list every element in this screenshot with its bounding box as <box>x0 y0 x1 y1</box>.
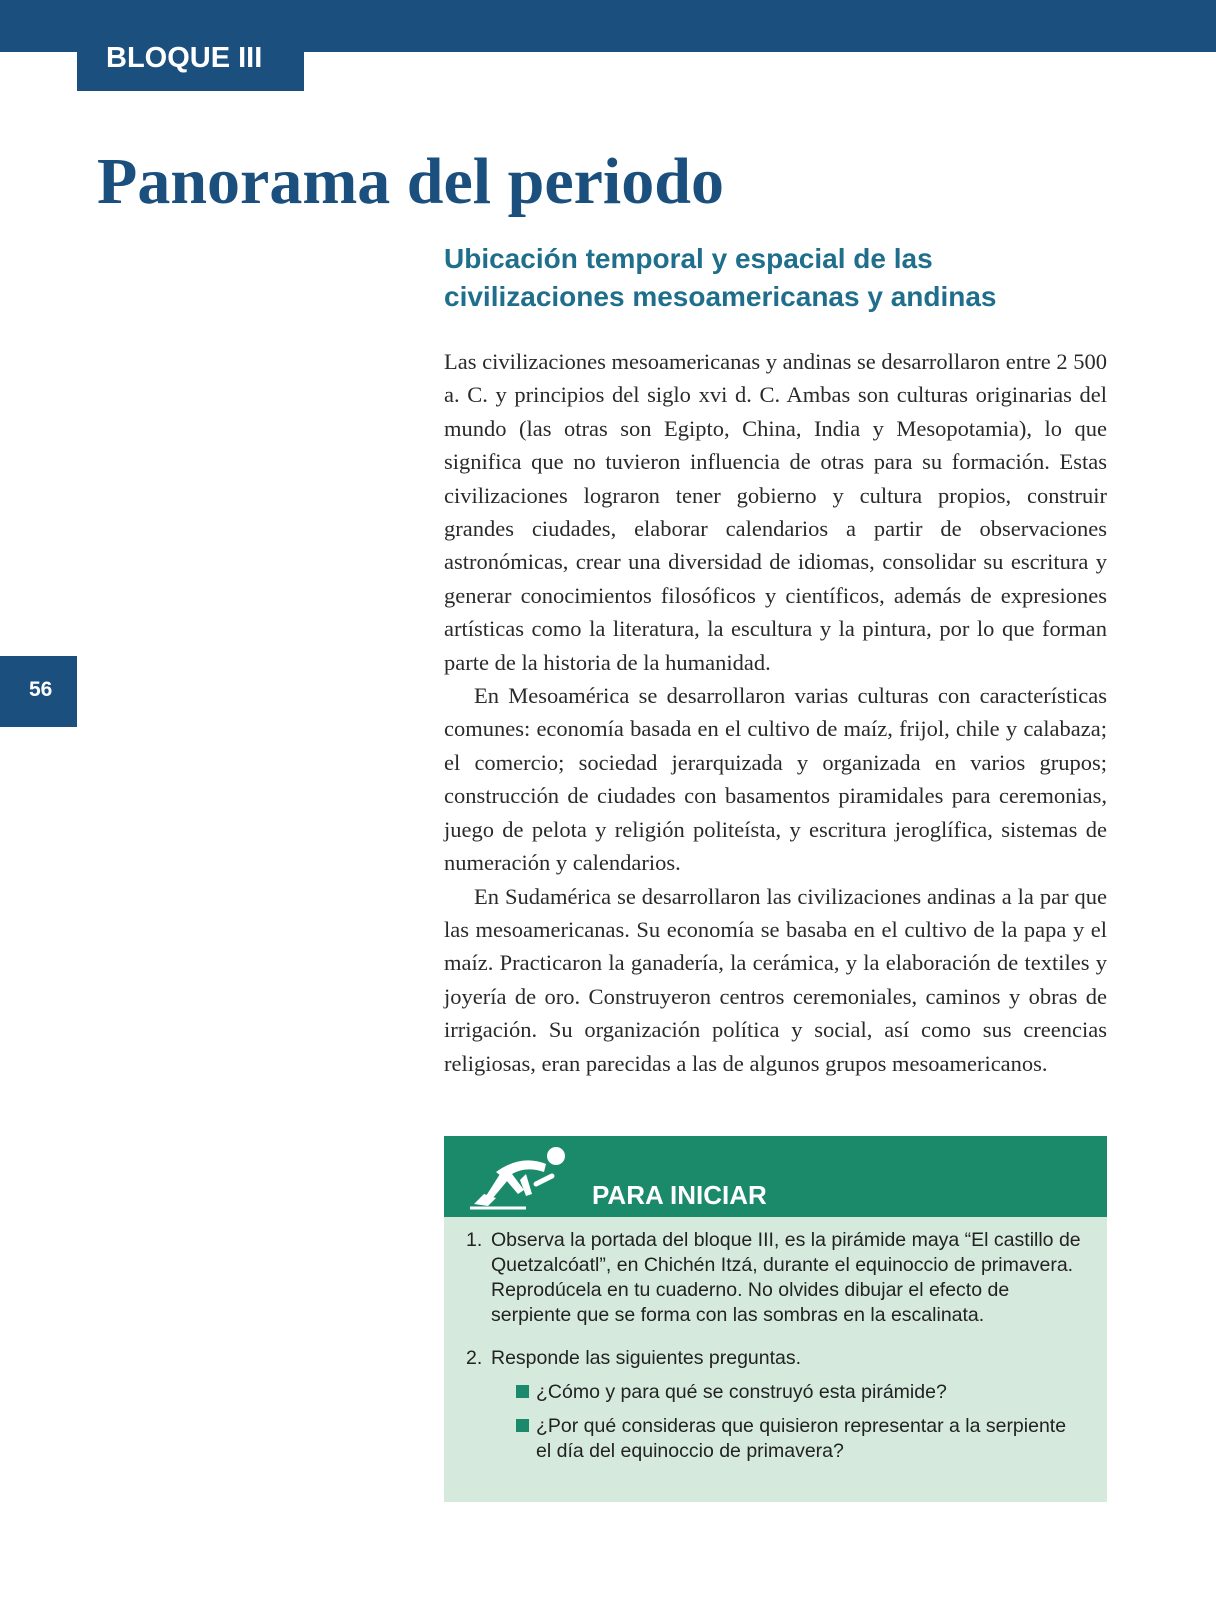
square-bullet-icon <box>516 1385 529 1398</box>
activity-item-1 <box>466 1228 1086 1328</box>
page-number: 56 <box>0 656 77 727</box>
activity-text: Responde las siguientes preguntas. <box>491 1347 802 1369</box>
question-bullet <box>491 1380 1086 1405</box>
paragraph-2: En Mesoamérica se desarrollaron varias culturas con características comunes: economía basada en el cultivo de maíz, frijol, chile y calabaza; el comercio; sociedad jerarquizada y organizada en varios grupos; construcción de ciudades con basamentos piramidales para ceremonias, juego de pelota y religión politeísta, y escritura jeroglífica, sistemas de numeración y calendarios. <box>444 683 1107 876</box>
section-heading-line-1: Ubicación temporal y espacial de las <box>444 243 933 274</box>
section-heading-line-2: civilizaciones mesoamericanas y andinas <box>444 281 997 312</box>
paragraph-3: En Sudamérica se desarrollaron las civilizaciones andinas a la par que las mesoamericanas. Su economía se basaba en el cultivo de la papa y el maíz. Practicaron la ganadería, la cerámica, y la elaboración de textiles y joyería de oro. Construyeron centros ceremoniales, caminos y obras de irrigación. Su organización política y social, así como sus creencias religiosas, eran parecidas a las de algunos grupos mesoamericanos. <box>444 883 1107 1076</box>
paragraph-1: Las civilizaciones mesoamericanas y andinas se desarrollaron entre 2 500 a. C. y principios del siglo xvi d. C. Ambas son culturas originarias del mundo (las otras son Egipto, China, India y Mesopotamia), lo que significa que no tuvieron influencia de otras para su formación. Estas civilizaciones lograron tener gobierno y cultura propios, construir grandes ciudades, elaborar calendarios a partir de observaciones astronómicas, crear una diversidad de idiomas, consolidar su escritura y generar conocimientos filosóficos y científicos, además de expresiones artísticas como la literatura, la escultura y la pintura, por lo que forman parte de la historia de la humanidad. <box>444 349 1107 675</box>
page-title: Panorama del periodo <box>97 145 724 218</box>
question-text: ¿Cómo y para qué se construyó esta pirámide? <box>536 1381 947 1403</box>
runner-starting-icon <box>466 1144 566 1214</box>
activity-item-2 <box>466 1346 1086 1464</box>
para-iniciar-title: PARA INICIAR <box>592 1180 767 1210</box>
block-label: BLOQUE III <box>77 28 304 91</box>
para-iniciar-header <box>444 1136 1107 1217</box>
para-iniciar-box <box>444 1136 1107 1502</box>
activity-text: Observa la portada del bloque III, es la pirámide maya “El castillo de Quetzalcóatl”, en Chichén Itzá, durante el equinoccio de primavera. Reprodúcela en tu cuaderno. No olvides dibujar el efecto de serpiente que se forma con las sombras en la escalinata. <box>491 1229 1081 1326</box>
section-heading <box>444 240 1124 316</box>
activity-number: 2. <box>466 1347 483 1369</box>
activity-number: 1. <box>466 1229 483 1251</box>
question-text: ¿Por qué consideras que quisieron representar a la serpiente el día del equinoccio de primavera? <box>536 1415 1067 1462</box>
question-bullet <box>491 1414 1086 1464</box>
activity-list <box>466 1228 1086 1482</box>
square-bullet-icon <box>516 1419 529 1432</box>
body-text <box>444 345 1107 1080</box>
